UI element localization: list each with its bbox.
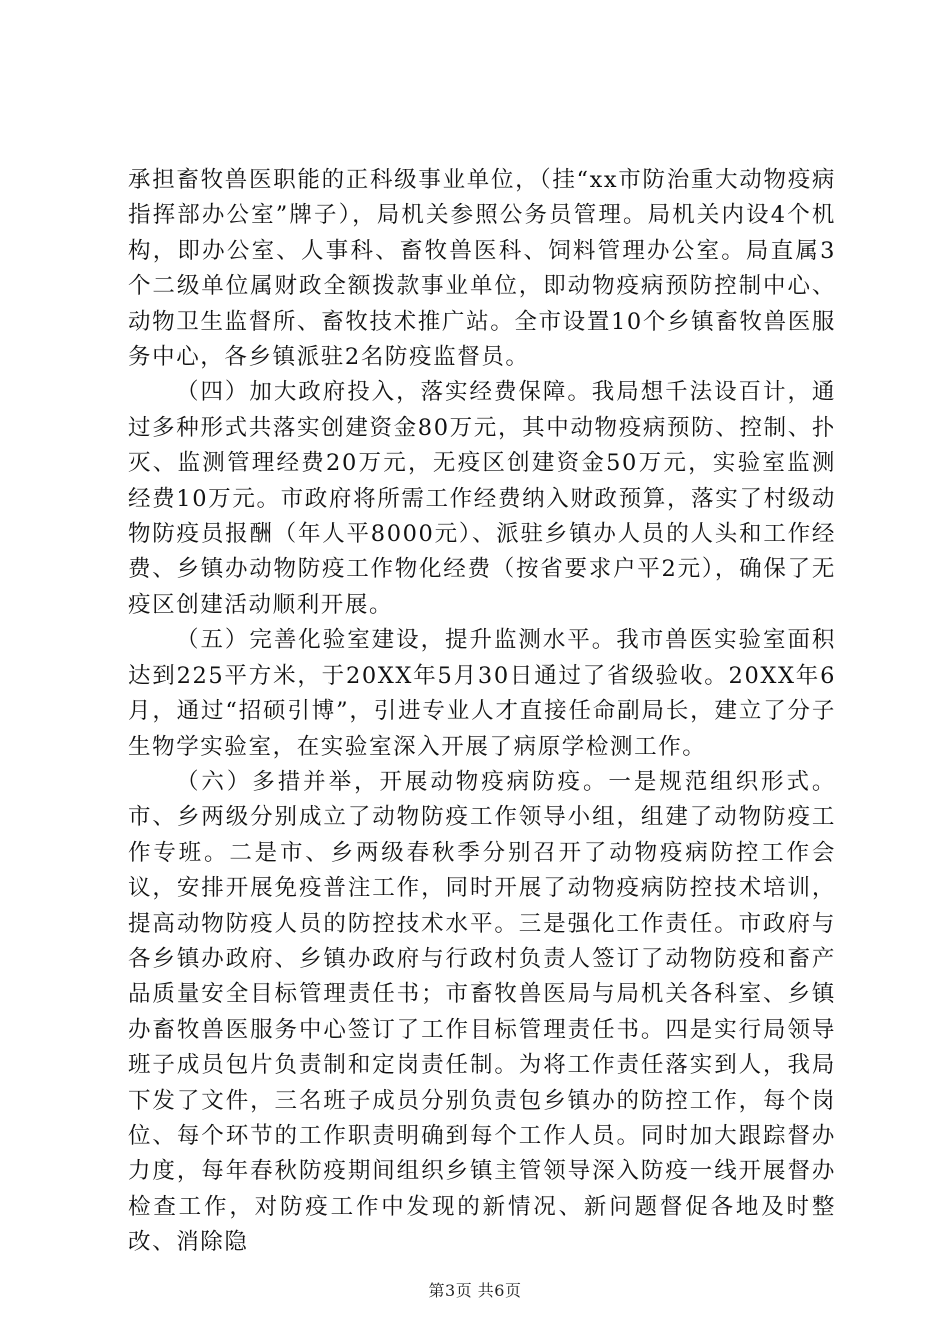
paragraph-section-6-epidemic-prevention: （六）多措并举，开展动物疫病防疫。一是规范组织形式。市、乡两级分别成立了动物防疫工作领导小组，组建了动物防疫工作专班。二是市、乡两级春秋季分别召开了动物疫病防控工作会议，安排开展免疫普注工作，同时开展了动物疫病防控技术培训，提高动物防疫人员的防控技术水平。三是强化工作责任。市政府与各乡镇办政府、乡镇办政府与行政村负责人签订了动物防疫和畜产品质量安全目标管理责任书；市畜牧兽医局与局机关各科室、乡镇办畜牧兽医服务中心签订了工作目标管理责任书。四是实行局领导班子成员包片负责制和定岗责任制。为将工作责任落实到人，我局下发了文件，三名班子成员分别负责包乡镇办的防控工作，每个岗位、每个环节的工作职责明确到每个工作人员。同时加大跟踪督办力度，每年春秋防疫期间组织乡镇主管领导深入防疫一线开展督办检查工作，对防疫工作中发现的新情况、新问题督促各地及时整改、消除隐 <box>128 768 836 1256</box>
paragraph-section-5-laboratory: （五）完善化验室建设，提升监测水平。我市兽医实验室面积达到225平方米，于20XX年5月30日通过了省级验收。20XX年6月，通过“招硕引博”，引进专业人才直接任命副局长，建立了分子生物学实验室，在实验室深入开展了病原学检测工作。 <box>128 627 836 760</box>
paragraph-section-4-funding: （四）加大政府投入，落实经费保障。我局想千法设百计，通过多种形式共落实创建资金80万元，其中动物疫病预防、控制、扑灭、监测管理经费20万元，无疫区创建资金50万元，实验室监测经费10万元。市政府将所需工作经费纳入财政预算，落实了村级动物防疫员报酬（年人平8000元）、派驻乡镇办人员的人头和工作经费、乡镇办动物防疫工作物化经费（按省要求户平2元），确保了无疫区创建活动顺利开展。 <box>128 379 836 618</box>
page-number-footer: 第3页 共6页 <box>428 1281 522 1300</box>
paragraph-continuation: 承担畜牧兽医职能的正科级事业单位，（挂“xx市防治重大动物疫病指挥部办公室”牌子），局机关参照公务员管理。局机关内设4个机构，即办公室、人事科、畜牧兽医科、饲料管理办公室。局直属3个二级单位属财政全额拨款事业单位，即动物疫病预防控制中心、动物卫生监督所、畜牧技术推广站。全市设置10个乡镇畜牧兽医服务中心，各乡镇派驻2名防疫监督员。 <box>128 167 836 371</box>
document-body <box>128 163 836 1261</box>
